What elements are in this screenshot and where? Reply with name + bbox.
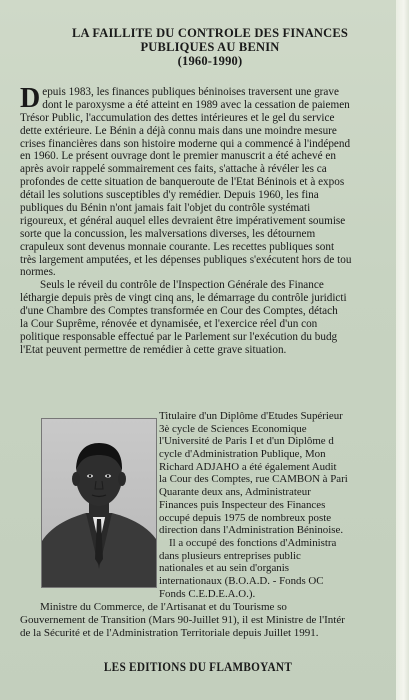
bio-line-6: la Cour des Comptes, rue CAMBON à Pari <box>159 473 348 486</box>
summary-line-2: dont le paroxysme a été atteint en 1989 avec la cessation de paiemen <box>42 98 350 111</box>
bio-line-1: Titulaire d'un Diplôme d'Etudes Supérieur <box>159 410 343 422</box>
title-line-2: PUBLIQUES AU BENIN <box>140 40 280 54</box>
summary-line-4: dette extérieure. Le Bénin a déjà connu mais dans une moindre mesure <box>20 124 337 137</box>
summary-line-3: Trésor Public, l'accumulation des dettes intérieures et le gel du service <box>20 111 335 124</box>
tail-line-3: de la Sécurité et de l'Administration Territoriale depuis Juillet 1991. <box>20 626 319 639</box>
bio-line-11: Il a occupé des fonctions d'Administra <box>169 536 337 549</box>
bio-line-13: nationales et au sein d'organis <box>159 562 289 575</box>
dropcap: D <box>20 83 41 114</box>
book-title <box>30 26 390 68</box>
bio-line-10: direction dans l'Administration Béninoise. <box>159 524 344 537</box>
bio-line-8: Finances puis Inspecteur des Finances <box>159 498 326 511</box>
para2-line-3: d'une Chambre des Comptes transformée en Cour des Comptes, détach <box>20 305 338 318</box>
summary-line-9: détail les solutions susceptibles d'y remédier. Depuis 1960, les fina <box>20 189 319 202</box>
para2-line-2: léthargie depuis près de vingt cinq ans, le démarrage du contrôle juridicti <box>20 292 347 305</box>
summary-line-14: très largement amputées, et les dépenses publiques s'exécutent hors de tou <box>20 253 352 266</box>
bio-line-9: occupé depuis 1975 de nombreux poste <box>159 511 332 524</box>
summary-line-12: sorte que la concussion, les malversations diverses, les détournem <box>20 227 316 240</box>
para2-line-6: l'Etat peuvent permettre de remédier à cette grave situation. <box>20 343 287 356</box>
bio-line-14: internationaux (B.O.A.D. - Fonds OC <box>159 574 324 587</box>
summary-line-text: epuis 1983, les finances publiques béninoises traversent une grave <box>42 86 339 98</box>
page-edge <box>396 0 409 700</box>
summary-line-11: rigoureux, et général auquel elles devraient être impérativement soumise <box>20 214 346 227</box>
summary-line-7: après avoir rappelé sommairement ces faits, s'attache à révéler les ca <box>20 163 327 176</box>
title-line-3: (1960-1990) <box>177 54 243 68</box>
bio-line-4: cycle d'Administration Publique, Mon <box>159 448 326 461</box>
title-line-1: LA FAILLITE DU CONTROLE DES FINANCES <box>71 26 349 40</box>
bio-line-12: dans plusieurs entreprises public <box>159 549 301 562</box>
author-career-text <box>20 601 396 639</box>
summary-line-10: publiques du Bénin n'ont jamais fait l'objet du contrôle systémati <box>20 202 311 215</box>
summary-line-8: profondes de cette situation de banqueroute de l'Etat Béninois et à expos <box>20 176 345 189</box>
summary-line-13: crapuleux sont devenus monnaie courante. Les recettes publiques sont <box>20 240 335 253</box>
tail-line-2: Gouvernement de Transition (Mars 90-Juillet 91), il est Ministre de l'Intér <box>20 613 345 626</box>
summary-line-15: normes. <box>20 266 56 279</box>
tail-line-1: Ministre du Commerce, de l'Artisanat et du Tourisme so <box>40 601 287 613</box>
bio-line-7: Quarante deux ans, Administrateur <box>159 486 311 499</box>
para2-line-5: politique responsable effectué par le Parlement sur l'exécution du budg <box>20 330 338 343</box>
author-biography <box>159 410 396 600</box>
author-photo <box>41 418 157 588</box>
bio-line-3: l'Université de Paris I et d'un Diplôme d <box>159 435 334 448</box>
bio-line-5: Richard ADJAHO a été également Audit <box>159 460 337 473</box>
summary-text <box>20 83 396 357</box>
summary-line-6: en 1960. Le présent ouvrage dont le premier manuscrit a été achevé en <box>20 150 336 163</box>
author-portrait-image <box>42 419 156 587</box>
para2-line-1: Seuls le réveil du contrôle de l'Inspection Générale des Finance <box>40 279 324 292</box>
publisher-name: LES EDITIONS DU FLAMBOYANT <box>103 660 293 674</box>
bio-line-2: 3è cycle de Sciences Economique <box>159 422 307 435</box>
para2-line-4: la Cour Suprême, rénovée et dynamisée, et l'exercice réel d'un con <box>20 318 318 331</box>
bio-line-15: Fonds C.E.D.E.A.O.). <box>159 587 256 600</box>
summary-line-5: crises financières dans son histoire moderne qui a commencé à l'indépend <box>20 137 351 150</box>
